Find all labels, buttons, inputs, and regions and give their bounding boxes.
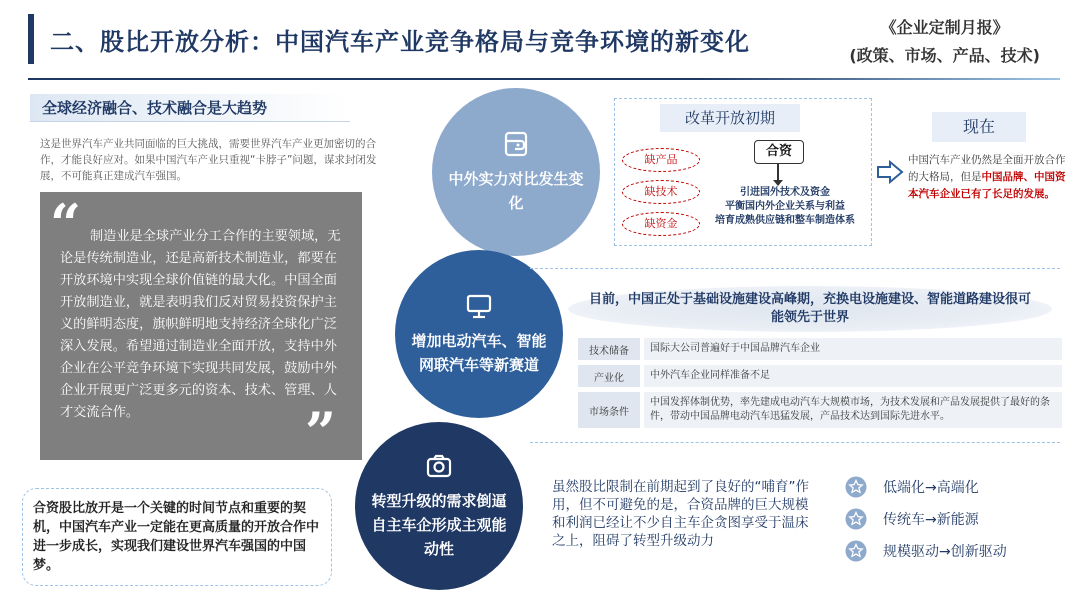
row-value: 国际大公司普遍好于中国品牌汽车企业 xyxy=(644,338,1062,360)
down-arrow-icon xyxy=(777,164,779,182)
row-value: 中外汽车企业同样准备不足 xyxy=(644,365,1062,387)
now-text-normal: 中国汽车产业仍然是全面开放合作的大格局，但是 xyxy=(908,154,1066,183)
circle-new-tracks xyxy=(395,250,563,418)
star-badge-icon xyxy=(845,476,867,498)
circle-label: 转型升级的需求倒逼自主车企形成主观能动性 xyxy=(371,492,507,558)
lack-capital: 缺资金 xyxy=(622,212,700,236)
shift-label: 传统车→新能源 xyxy=(883,512,979,528)
row-key: 技术储备 xyxy=(578,338,640,360)
shift-label: 规模驱动→创新驱动 xyxy=(883,544,1007,560)
wallet-icon xyxy=(501,129,531,159)
reform-outcome: 引进国外技术及资金 xyxy=(740,187,830,198)
star-badge-icon xyxy=(845,508,867,530)
monitor-icon xyxy=(464,291,494,321)
page-title: 二、股比开放分析：中国汽车产业竞争格局与竞争环境的新变化 xyxy=(50,28,750,56)
report-label xyxy=(849,14,1040,70)
title-accent-bar xyxy=(28,14,34,64)
joint-venture-box: 合资 xyxy=(754,140,804,164)
row-key: 市场条件 xyxy=(578,392,640,428)
now-title: 现在 xyxy=(932,112,1026,142)
lack-product: 缺产品 xyxy=(622,148,700,172)
quote-close-icon: ” xyxy=(304,400,336,464)
table-row xyxy=(578,365,1062,387)
quote-text: 制造业是全球产业分工合作的主要领域，无论是传统制造业，还是高新技术制造业，都要在开放环境中实现全球价值链的最大化。中国全面开放制造业，就是表明我们反对贸易投资保护主义的鲜明态度，旗帜鲜明地支持经济全球化广泛深入发展。希望通过制造业全面开放，支持中外企业在公平竞争环境下实现共同发展，鼓励中外企业开展更广泛更多元的资本、技术、管理、人才交流合作。 xyxy=(60,229,341,420)
reform-outcome: 平衡国内外企业关系与利益 xyxy=(725,201,845,212)
intro-text: 这是世界汽车产业共同面临的巨大挑战，需要世界汽车产业更加密切的合作，才能良好应对。如果中国汽车产业只重视“卡脖子”问题，谋求封闭发展，不可能真正建成汽车强国。 xyxy=(40,138,377,182)
shift-item xyxy=(845,476,979,498)
table-row xyxy=(578,338,1062,360)
conclusion-box: 合资股比放开是一个关键的时间节点和重要的契机，中国汽车产业一定能在更高质量的开放合作中进一步成长，实现我们建设世界汽车强国的中国梦。 xyxy=(22,488,332,586)
upgrade-text: 虽然股比限制在前期起到了良好的“哺育”作用，但不可避免的是，合资品牌的巨大规模和利润已经让不少自主车企贪图享受于温床之上，阻碍了转型升级动力 xyxy=(552,479,809,549)
quote-box xyxy=(40,192,362,464)
circle-label: 增加电动汽车、智能网联汽车等新赛道 xyxy=(411,332,547,374)
section-divider xyxy=(530,268,1060,269)
shift-item xyxy=(845,508,979,530)
infra-banner: 目前，中国正处于基础设施建设高峰期，充换电设施建设、智能道路建设很可能领先于世界 xyxy=(568,286,1052,332)
star-badge-icon xyxy=(845,540,867,562)
trend-heading: 全球经济融合、技术融合是大趋势 xyxy=(30,94,350,122)
row-key: 产业化 xyxy=(578,365,640,387)
reform-title: 改革开放初期 xyxy=(660,104,800,132)
row-value: 中国发挥体制优势，率先建成电动汽车大规模市场，为技术发展和产品发展提供了最好的条件，带动中国品牌电动汽车迅猛发展，产品技术达到国际先进水平。 xyxy=(644,392,1062,428)
title-divider xyxy=(28,78,1060,80)
circle-upgrade-demand xyxy=(355,422,523,590)
reform-outcome: 培育成熟供应链和整车制造体系 xyxy=(715,215,855,226)
lack-technology: 缺技术 xyxy=(622,180,700,204)
now-text xyxy=(908,152,1068,203)
section-divider xyxy=(530,442,1060,443)
report-name: 《企业定制月报》 xyxy=(880,18,1009,37)
table-row xyxy=(578,392,1062,428)
reform-outcomes xyxy=(702,186,868,228)
right-arrow-icon xyxy=(876,160,904,184)
circle-strength-change xyxy=(432,88,600,256)
camera-icon xyxy=(424,451,454,481)
report-scope: (政策、市场、产品、技术) xyxy=(849,46,1040,65)
circle-label: 中外实力对比发生变化 xyxy=(448,170,584,212)
shift-label: 低端化→高端化 xyxy=(883,480,979,496)
now-text-highlight: 中国品牌、中国资本汽车企业已有了长足的发展。 xyxy=(908,171,1066,200)
quote-open-icon: “ xyxy=(50,192,82,256)
shift-item xyxy=(845,540,1007,562)
